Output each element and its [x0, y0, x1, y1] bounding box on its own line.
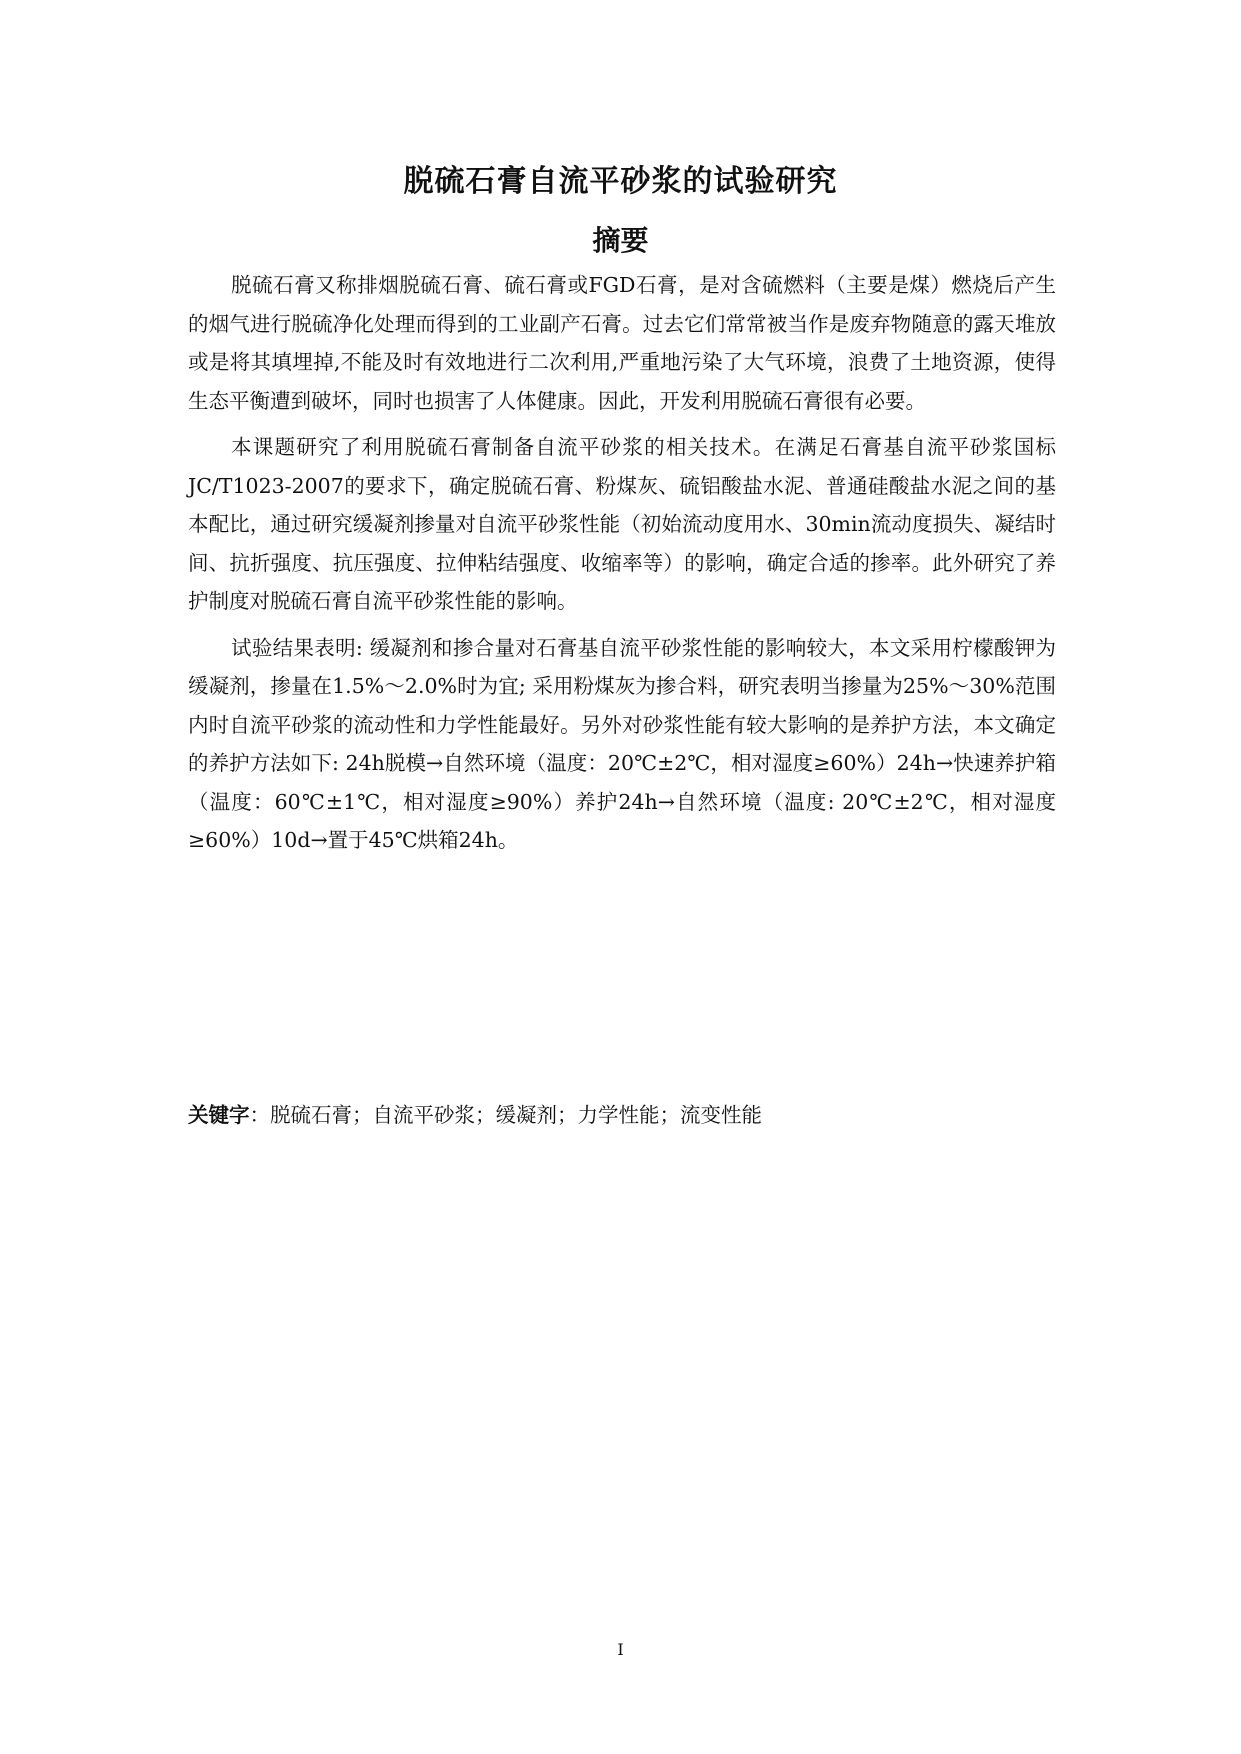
keywords-line — [188, 1096, 1056, 1134]
keywords-label: 关键字 — [188, 1103, 250, 1127]
abstract-paragraph: 试验结果表明: 缓凝剂和掺合量对石膏基自流平砂浆性能的影响较大，本文采用柠檬酸钾为缓凝剂，掺量在1.5%～2.0%时为宜; 采用粉煤灰为掺合料，研究表明当掺量为25%～30%范围内时自流平砂浆的流动性和力学性能最好。另外对砂浆性能有较大影响的是养护方法，本文确定的养护方法如下: 24h脱模→自然环境（温度：20℃±2℃，相对湿度≥60%）24h→快速养护箱（温度：60℃±1℃，相对湿度≥90%）养护24h→自然环境（温度: 20℃±2℃，相对湿度≥60%）10d→置于45℃烘箱24h。 — [188, 635, 1056, 852]
page-number: I — [617, 1640, 624, 1659]
abstract-paragraph: 脱硫石膏又称排烟脱硫石膏、硫石膏或FGD石膏，是对含硫燃料（主要是煤）燃烧后产生的烟气进行脱硫净化处理而得到的工业副产石膏。过去它们常常被当作是废弃物随意的露天堆放或是将其填埋掉,不能及时有效地进行二次利用,严重地污染了大气环境，浪费了土地资源，使得生态平衡遭到破坏，同时也损害了人体健康。因此，开发利用脱硫石膏很有必要。 — [188, 273, 1056, 413]
keywords-text: ：脱硫石膏；自流平砂浆；缓凝剂；力学性能；流变性能 — [249, 1103, 762, 1127]
abstract-paragraph: 本课题研究了利用脱硫石膏制备自流平砂浆的相关技术。在满足石膏基自流平砂浆国标JC/T1023-2007的要求下，确定脱硫石膏、粉煤灰、硫铝酸盐水泥、普通硅酸盐水泥之间的基本配比，通过研究缓凝剂掺量对自流平砂浆性能（初始流动度用水、30min流动度损失、凝结时间、抗折强度、抗压强度、拉伸粘结强度、收缩率等）的影响，确定合适的掺率。此外研究了养护制度对脱硫石膏自流平砂浆性能的影响。 — [188, 435, 1056, 613]
abstract-heading: 摘要 — [592, 224, 649, 257]
document-title: 脱硫石膏自流平砂浆的试验研究 — [403, 164, 838, 199]
abstract-body — [188, 266, 1056, 868]
